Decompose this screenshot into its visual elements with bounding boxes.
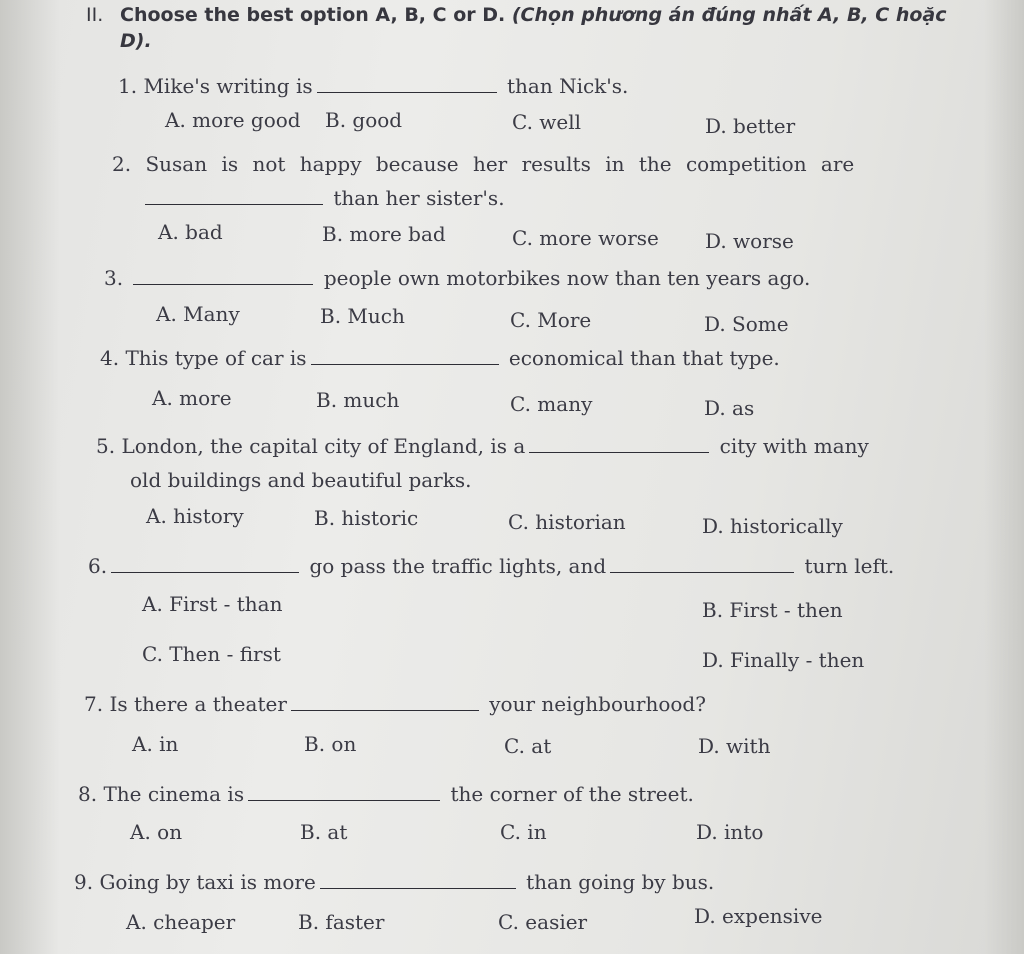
option-a: A. on — [130, 820, 183, 844]
answer-blank — [111, 571, 299, 573]
question-number: 7. — [84, 692, 104, 716]
question-number: 4. — [100, 346, 120, 370]
option-c: C. easier — [498, 910, 588, 934]
option-c: C. more worse — [512, 226, 659, 250]
option-d: D. historically — [702, 514, 843, 538]
question-text: than going by bus. — [526, 870, 715, 894]
option-d: D. into — [696, 820, 764, 844]
option-b: B. Much — [320, 304, 405, 328]
question-8 — [78, 782, 694, 806]
question-5 — [96, 434, 869, 458]
option-a: A. cheaper — [126, 910, 236, 934]
question-text: people own motorbikes now than ten years ago. — [323, 266, 811, 290]
answer-blank — [291, 709, 479, 711]
question-2-line-2 — [145, 186, 505, 210]
answer-blank — [529, 451, 709, 453]
question-text: than Nick's. — [506, 74, 629, 98]
question-4 — [100, 346, 780, 370]
option-c: C. historian — [508, 510, 626, 534]
question-text: turn left. — [804, 554, 895, 578]
option-d: D. Finally - then — [702, 648, 865, 672]
question-text: Susan is not happy because her results in the competition are — [145, 152, 855, 176]
option-d: D. Some — [704, 312, 789, 336]
question-3 — [104, 266, 810, 290]
option-d: D. with — [698, 734, 771, 758]
answer-blank — [610, 571, 794, 573]
option-a: A. in — [132, 732, 179, 756]
question-text: The cinema is — [103, 782, 245, 806]
question-text: This type of car is — [125, 346, 307, 370]
option-c: C. More — [510, 308, 592, 332]
question-text: go pass the traffic lights, and — [309, 554, 607, 578]
option-b: B. First - then — [702, 598, 843, 622]
question-number: 1. — [118, 74, 138, 98]
answer-blank — [248, 799, 440, 801]
question-7 — [84, 692, 706, 716]
question-number: 2. — [112, 152, 132, 176]
question-1 — [118, 74, 628, 98]
option-a: A. Many — [156, 302, 240, 326]
option-a: A. more — [152, 386, 232, 410]
option-b: B. historic — [314, 506, 419, 530]
option-c: C. many — [510, 392, 593, 416]
question-text: Mike's writing is — [143, 74, 313, 98]
option-b: B. good — [325, 108, 403, 132]
option-a: A. First - than — [142, 592, 283, 616]
question-text: your neighbourhood? — [489, 692, 706, 716]
page-fold-shadow — [984, 0, 1024, 954]
question-5-line-2: old buildings and beautiful parks. — [130, 468, 472, 492]
option-d: D. better — [705, 114, 796, 138]
page-shadow — [0, 0, 60, 954]
question-number: 6. — [88, 554, 108, 578]
option-d: D. expensive — [694, 904, 823, 928]
option-c: C. well — [512, 110, 582, 134]
question-text: Going by taxi is more — [99, 870, 316, 894]
option-b: B. much — [316, 388, 400, 412]
option-a: A. more good — [165, 108, 301, 132]
question-2 — [112, 152, 854, 176]
instruction-en: Choose the best option A, B, C or D. — [120, 4, 506, 26]
option-d: D. worse — [705, 229, 794, 253]
question-number: 5. — [96, 434, 116, 458]
option-c: C. in — [500, 820, 547, 844]
option-b: B. more bad — [322, 222, 446, 246]
answer-blank — [317, 91, 497, 93]
option-a: A. bad — [158, 220, 223, 244]
question-text: Is there a theater — [109, 692, 287, 716]
option-b: B. at — [300, 820, 348, 844]
question-text: economical than that type. — [508, 346, 780, 370]
question-number: 3. — [104, 266, 124, 290]
answer-blank — [320, 887, 516, 889]
option-c: C. at — [504, 734, 552, 758]
question-number: 9. — [74, 870, 94, 894]
option-b: B. faster — [298, 910, 385, 934]
answer-blank — [145, 203, 323, 205]
section-instruction — [120, 2, 960, 54]
question-text: than her sister's. — [333, 186, 505, 210]
question-text: the corner of the street. — [450, 782, 694, 806]
option-c: C. Then - first — [142, 642, 281, 666]
question-9 — [74, 870, 714, 894]
option-b: B. on — [304, 732, 357, 756]
option-d: D. as — [704, 396, 755, 420]
instruction-vi: (Chọn phương án đúng nhất A, B, C hoặc D). — [120, 4, 947, 52]
answer-blank — [133, 283, 313, 285]
question-number: 8. — [78, 782, 98, 806]
question-text: city with many — [719, 434, 869, 458]
section-number: II. — [86, 4, 104, 26]
question-6 — [88, 554, 894, 578]
option-a: A. history — [146, 504, 244, 528]
question-text: London, the capital city of England, is a — [121, 434, 526, 458]
answer-blank — [311, 363, 499, 365]
